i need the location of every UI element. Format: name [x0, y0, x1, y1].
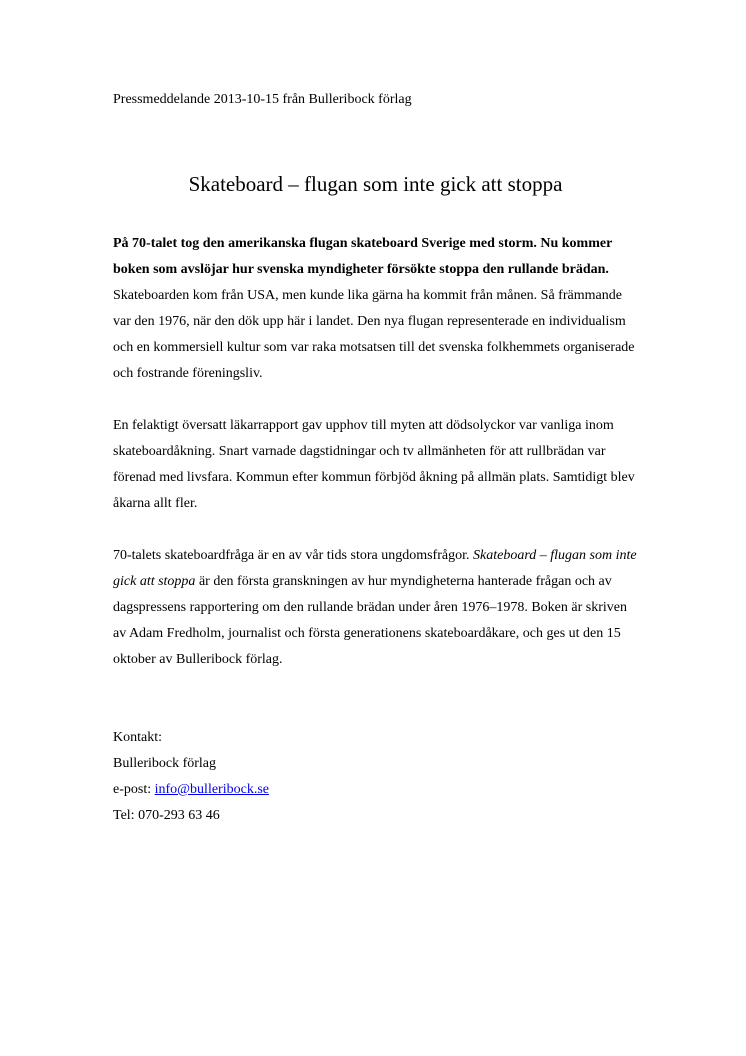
contact-phone: Tel: 070-293 63 46 [113, 808, 220, 823]
paragraph-3-start: 70-talets skateboardfråga är en av vår tids stora ungdomsfrågor. [113, 548, 473, 563]
lead-paragraph: På 70-talet tog den amerikanska flugan skateboard Sverige med storm. Nu kommer boken som avslöjar hur svenska myndigheter försökte stoppa den rullande brädan. [113, 236, 613, 277]
paragraph-1: Skateboarden kom från USA, men kunde lika gärna ha kommit från månen. Så främmande var den 1976, när den dök upp här i landet. Den nya flugan representerade en individualism och en kommersiell kultur som var raka motsatsen till det svenska folkhemmets organiserade och fostrande föreningsliv. [113, 288, 635, 381]
paragraph-spacer [113, 517, 638, 543]
email-link[interactable]: info@bulleribock.se [154, 782, 269, 797]
document-body [113, 231, 638, 829]
contact-organization: Bulleribock förlag [113, 756, 217, 771]
email-label: e-post: [113, 782, 155, 797]
contact-block [113, 725, 638, 829]
contact-email-line [113, 777, 638, 803]
book-title-italic: Skateboard – flugan som inte gick att stoppa [113, 548, 637, 589]
paragraph-spacer [113, 387, 638, 413]
paragraph-3 [113, 543, 638, 673]
document-title: Skateboard – flugan som inte gick att stoppa [188, 172, 563, 196]
contact-spacer [113, 673, 638, 725]
paragraph-2: En felaktigt översatt läkarrapport gav upphov till myten att dödsolyckor var vanliga inom skateboardåkning. Snart varnade dagstidningar och tv allmänheten för att rullbrädan var förenad med livsfara. Kommun efter kommun förbjöd åkning på allmän plats. Samtidigt blev åkarna allt fler. [113, 418, 635, 511]
paragraph-3-end: är den första granskningen av hur myndigheterna hanterade frågan och av dagspressens rapportering om den rullande brädan under åren 1976–1978. Boken är skriven av Adam Fredholm, journalist och första generationens skateboardåkare, och ges ut den 15 oktober av Bulleribock förlag. [113, 574, 627, 667]
contact-heading: Kontakt: [113, 730, 162, 745]
press-release-header: Pressmeddelande 2013-10-15 från Bulleribock förlag [113, 92, 412, 107]
